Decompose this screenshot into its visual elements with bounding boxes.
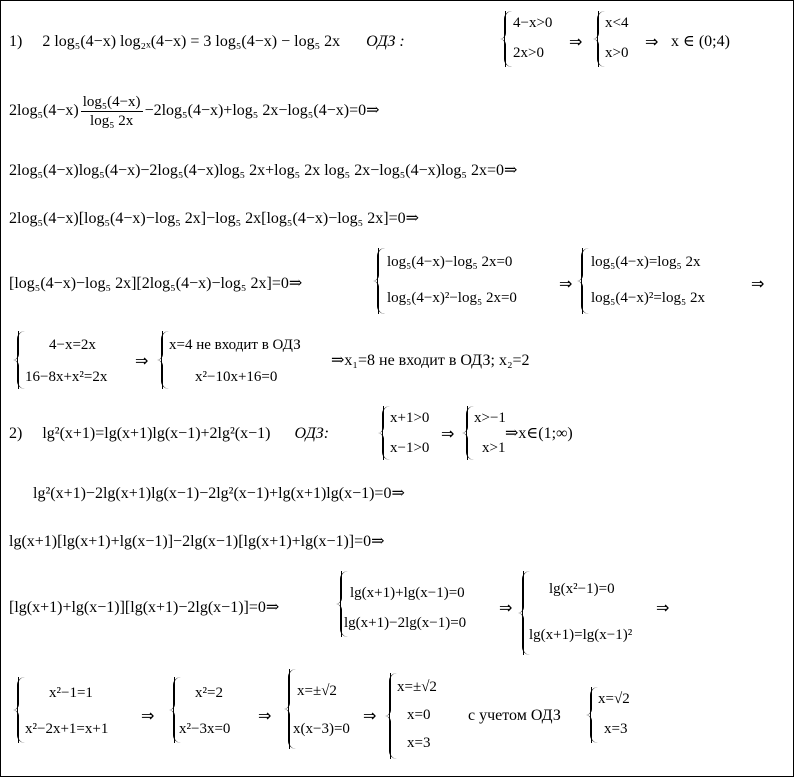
system-line: log₅(4−x)²=log₅ 2x [591,290,705,306]
system-line: x(x−3)=0 [293,721,350,737]
brace [17,331,25,389]
part2-odz-note: с учетом ОДЗ [468,707,561,724]
implies-arrow: ⇒ [656,598,670,617]
system-line: log₅(4−x)−log₅ 2x=0 [387,254,513,270]
part2-equation: lg²(x+1)=lg(x+1)lg(x−1)+2lg²(x−1) [42,425,271,442]
part1-line5-left: [log₅(4−x)−log₅ 2x][2log₅(4−x)−log₅ 2x]=0⇒ [9,275,303,292]
system-line: x=±√2 [297,683,337,699]
system-line: x+1>0 [390,410,430,426]
brace [590,687,598,743]
brace [382,406,390,460]
system-line: x=3 [407,735,431,751]
brace [161,331,169,389]
system-line: x=±√2 [397,679,437,695]
brace [466,406,474,460]
part2-odz-label: ОДЗ: [294,425,330,442]
system-line: lg(x+1)−2lg(x−1)=0 [344,615,467,631]
part1-odz-label: ОДЗ : [366,33,405,50]
brace [377,248,385,314]
system-line: log₅(4−x)=log₅ 2x [591,254,701,270]
system-line: lg(x+1)=lg(x−1)² [529,627,633,643]
system-line: x=4 не входит в ОДЗ [169,337,301,353]
part1-odz-result: x ∈ (0;4) [671,33,730,50]
implies-arrow: ⇒ [135,351,149,370]
system-line: x>0 [605,45,629,61]
brace [504,11,512,67]
system-line: 4−x>0 [513,15,553,31]
system-line: lg(x²−1)=0 [549,581,615,597]
system-line: x=3 [604,721,628,737]
brace [581,248,589,314]
system-line: 16−8x+x²=2x [25,369,108,385]
system-line: x²−3x=0 [179,721,231,737]
part1-line3: 2log₅(4−x)log₅(4−x)−2log₅(4−x)log₅ 2x+log₅ 2x log₅ 2x−log₅(4−x)log₅ 2x=0⇒ [9,162,518,179]
system-line: x−1>0 [390,440,430,456]
part1-line2 [9,91,380,131]
part2-number: 2) [9,425,23,442]
implies-arrow: ⇒ [441,424,455,443]
part1-header [9,27,405,57]
system-line: log₅(4−x)²−log₅ 2x=0 [387,290,517,306]
part2-line2: lg²(x+1)−2lg(x+1)lg(x−1)−2lg²(x−1)+lg(x+1)lg(x−1)=0⇒ [33,485,405,502]
system-line: 4−x=2x [49,337,96,353]
implies-arrow: ⇒ [645,32,659,51]
system-line: x=0 [407,707,431,723]
system-line: x>1 [482,440,506,456]
brace [389,673,397,759]
part2-odz-result: ⇒x∈(1;∞) [505,425,573,442]
expression: 2log₅(4−x) [9,102,79,119]
system-line: x²−2x+1=x+1 [25,721,109,737]
fraction-numerator: log₅(4−x) [82,93,141,110]
part2-line4-left: [lg(x+1)+lg(x−1)][lg(x+1)−2lg(x−1)]=0⇒ [9,599,280,616]
part2-header [9,419,329,449]
system-line: x²=2 [195,685,223,701]
implies-arrow: ⇒ [363,706,377,725]
implies-arrow: ⇒ [499,598,513,617]
part1-equation: 2 log₅(4−x) log₂ₓ(4−x) = 3 log₅(4−x) − log₅ 2x [42,33,341,50]
implies-arrow: ⇒ [751,274,765,293]
system-line: x>−1 [474,410,506,426]
brace [17,677,25,743]
system-line: x²−1=1 [49,685,93,701]
fraction-denominator: log₅ 2x [90,112,134,129]
system-line: x<4 [605,15,629,31]
part2-line3: lg(x+1)[lg(x+1)+lg(x−1)]−2lg(x−1)[lg(x+1)+lg(x−1)]=0⇒ [9,533,385,550]
brace [597,11,605,67]
system-line: x=√2 [598,691,630,707]
system-line: x²−10x+16=0 [195,369,278,385]
implies-arrow: ⇒ [559,274,573,293]
system-line: 2x>0 [513,45,544,61]
part1-number: 1) [9,33,23,50]
implies-arrow: ⇒ [258,706,272,725]
part1-line4: 2log₅(4−x)[log₅(4−x)−log₅ 2x]−log₅ 2x[log₅(4−x)−log₅ 2x]=0⇒ [9,210,419,227]
implies-arrow: ⇒ [141,706,155,725]
expression: −2log₅(4−x)+log₅ 2x−log₅(4−x)=0⇒ [144,102,380,119]
system-line: lg(x+1)+lg(x−1)=0 [350,585,465,601]
part1-result: ⇒x₁=8 не входит в ОДЗ; x₂=2 [331,352,530,369]
implies-arrow: ⇒ [569,32,583,51]
fraction [81,93,143,130]
